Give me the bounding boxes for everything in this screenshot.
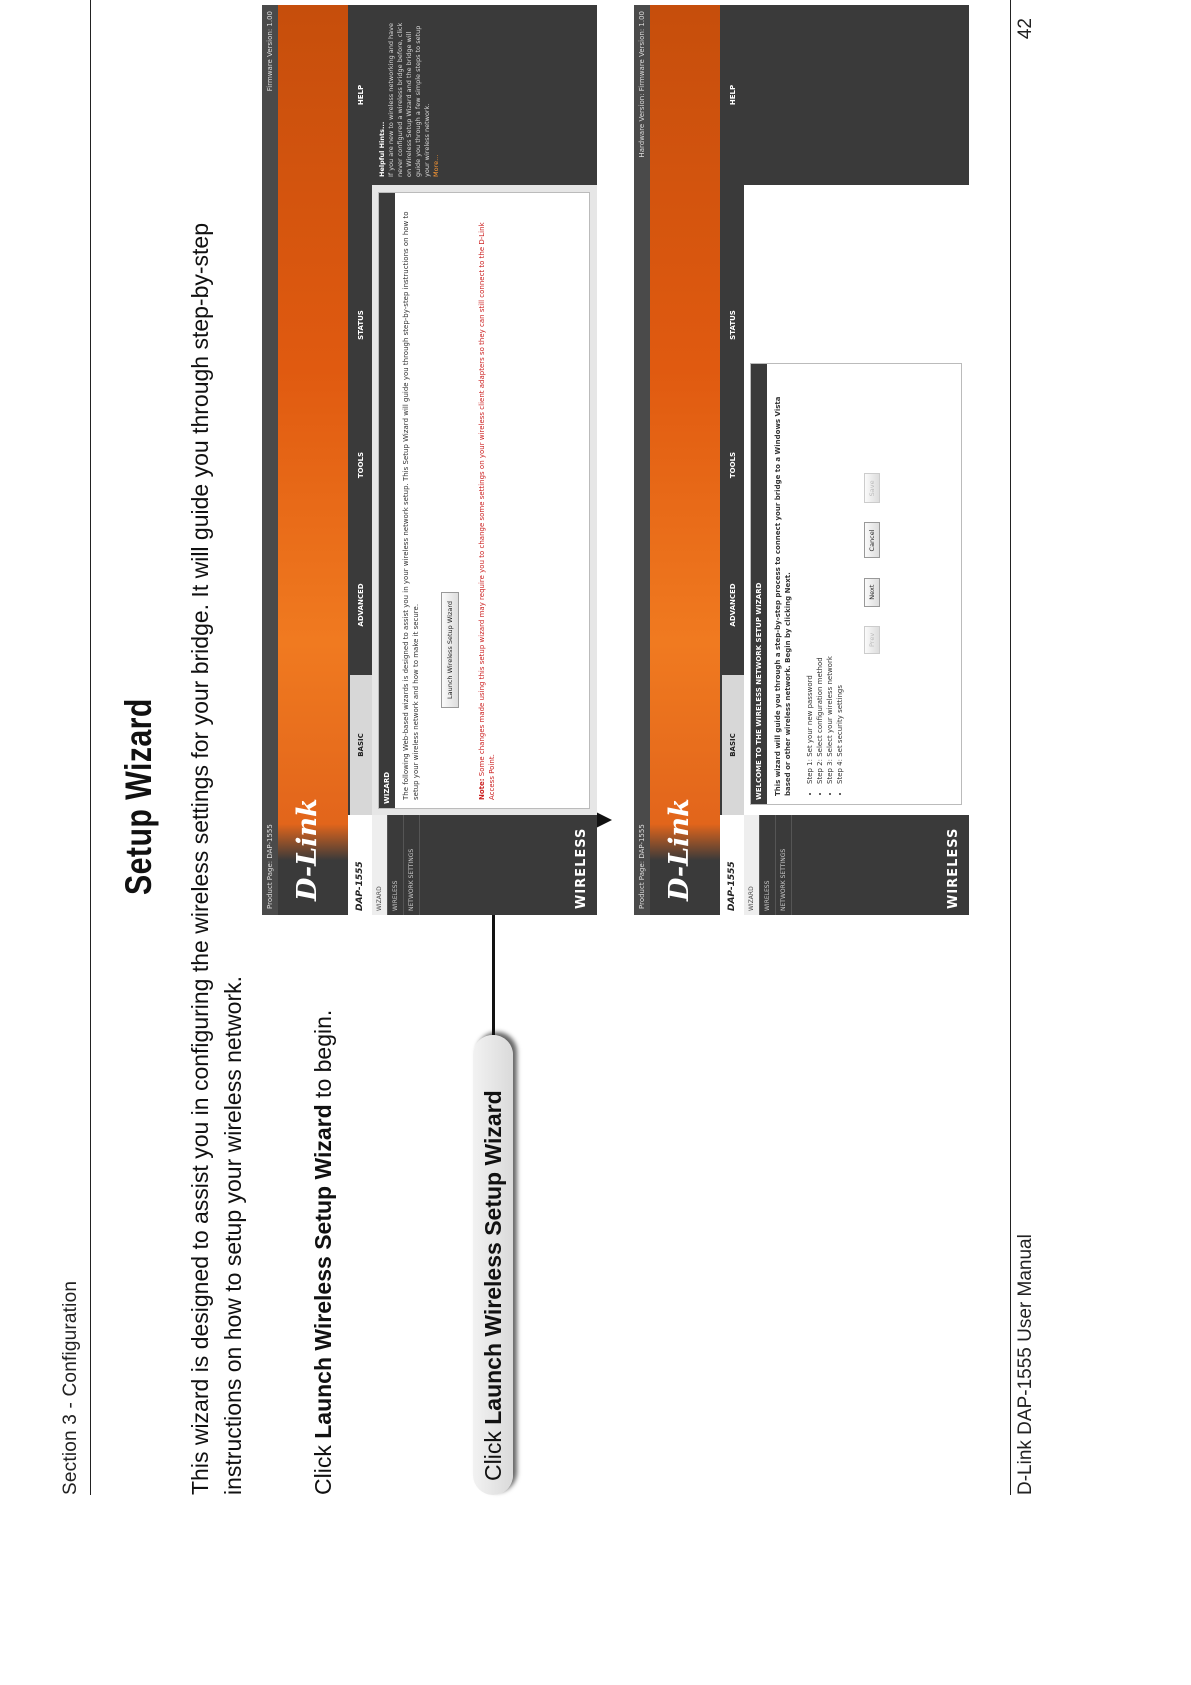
wizard-panel — [378, 192, 590, 809]
tab-basic[interactable]: BASIC — [722, 675, 744, 815]
tab-basic[interactable]: BASIC — [350, 675, 372, 815]
instruction-text — [310, 1010, 337, 1495]
instruction-bold: Launch Wireless Setup Wizard — [310, 1104, 336, 1439]
wireless-wordmark: WIRELESS — [946, 827, 961, 909]
screenshot-welcome-page — [634, 5, 969, 915]
banner — [650, 5, 720, 915]
banner — [278, 5, 348, 915]
version-label: Hardware Version: Firmware Version: 1.00 — [638, 11, 646, 158]
wizard-note — [477, 193, 497, 808]
instruction-suffix: to begin. — [310, 1009, 336, 1105]
screenshot-wizard-page — [262, 5, 597, 915]
sidebar — [372, 815, 597, 915]
dlink-logo: D-Link — [664, 798, 695, 901]
wizard-buttons — [845, 364, 880, 804]
sidebar-item-wizard[interactable]: WIZARD — [372, 815, 388, 915]
tab-advanced[interactable]: ADVANCED — [357, 583, 365, 627]
model-label: DAP-1555 — [720, 815, 744, 915]
list-item: • Step 4: Set security settings — [835, 364, 845, 784]
prev-button[interactable]: Prev — [864, 626, 880, 654]
help-panel — [372, 5, 597, 185]
model-label: DAP-1555 — [348, 815, 372, 915]
tab-help[interactable]: HELP — [357, 84, 365, 106]
sidebar-item-wizard[interactable]: WIZARD — [744, 815, 760, 915]
footer-manual-title: D-Link DAP-1555 User Manual — [1015, 1234, 1036, 1495]
tab-status[interactable]: STATUS — [357, 310, 365, 340]
callout-prefix: Click — [480, 1424, 506, 1481]
instruction-prefix: Click — [310, 1438, 336, 1495]
sidebar-item-network-settings[interactable]: NETWORK SETTINGS — [776, 815, 792, 915]
dlink-logo: D-Link — [292, 798, 323, 901]
tab-help[interactable]: HELP — [729, 84, 737, 106]
product-page-label: Product Page: DAP-1555 — [638, 824, 646, 909]
help-more-link[interactable]: More... — [432, 154, 440, 177]
note-text: Some changes made using this setup wizard may require you to change some settings on your wireless client adapters so they can still connect to the D-Link Access Point. — [478, 222, 496, 800]
next-button[interactable]: Next — [864, 578, 880, 607]
callout-bold: Launch Wireless Setup Wizard — [480, 1090, 506, 1425]
sidebar-item-network-settings[interactable]: NETWORK SETTINGS — [404, 815, 420, 915]
header-rule — [90, 0, 91, 1495]
tab-tools[interactable]: TOOLS — [729, 451, 737, 479]
launch-wizard-button[interactable]: Launch Wireless Setup Wizard — [441, 592, 459, 708]
top-bar — [634, 5, 650, 915]
tab-status[interactable]: STATUS — [729, 310, 737, 340]
panel-title: WIZARD — [379, 193, 395, 808]
footer-rule — [1010, 0, 1011, 1495]
rotated-content — [50, 0, 1110, 1495]
top-bar — [262, 5, 278, 915]
list-item: • Step 1: Set your new password — [805, 364, 815, 784]
callout-box — [473, 1035, 513, 1495]
cancel-button[interactable]: Cancel — [864, 522, 880, 558]
help-text: If you are new to wireless networking and have never configured a wireless bridge before, click on Wireless Setup Wizard and the bridge will guide you through a few simple steps to setup your wireless network. — [387, 22, 431, 177]
note-label: Note: — [478, 778, 486, 800]
save-button[interactable]: Save — [864, 473, 880, 503]
help-title: Helpful Hints... — [378, 121, 386, 177]
panel-title: WELCOME TO THE WIRELESS NETWORK SETUP WIZARD — [751, 364, 767, 804]
wireless-wordmark: WIRELESS — [574, 827, 589, 909]
main-area — [372, 185, 597, 815]
main-area — [744, 185, 969, 815]
tab-tools[interactable]: TOOLS — [357, 451, 365, 479]
product-page-label: Product Page: DAP-1555 — [266, 824, 274, 909]
welcome-panel — [750, 363, 962, 805]
steps-list — [805, 364, 845, 784]
tab-advanced[interactable]: ADVANCED — [729, 583, 737, 627]
panel-text: This wizard will guide you through a step-by-step process to connect your bridge to a Windows Vista based or other wireless network. Begin by clicking Next. — [774, 396, 792, 796]
page-title: Setup Wizard — [118, 698, 159, 895]
list-item: • Step 2: Select configuration method — [815, 364, 825, 784]
intro-paragraph: This wizard is designed to assist you in configuring the wireless settings for your bridge. It will guide you through step-by-step instructions on how to setup your wireless network. — [187, 222, 246, 1495]
section-header: Section 3 - Configuration — [60, 1280, 81, 1495]
panel-text: The following Web-based wizards is designed to assist you in your wireless network setup. This Setup Wizard will guide you through step-by-step instructions on how to setup your wireless network and how to make it secure. — [402, 211, 420, 800]
sidebar — [744, 815, 969, 915]
sidebar-item-wireless[interactable]: WIRELESS — [388, 815, 404, 915]
page-number: 42 — [1015, 18, 1036, 40]
sidebar-item-wireless[interactable]: WIRELESS — [760, 815, 776, 915]
help-panel — [744, 5, 969, 185]
list-item: • Step 3: Select your wireless network — [825, 364, 835, 784]
firmware-label: Firmware Version: 1.00 — [266, 11, 274, 92]
